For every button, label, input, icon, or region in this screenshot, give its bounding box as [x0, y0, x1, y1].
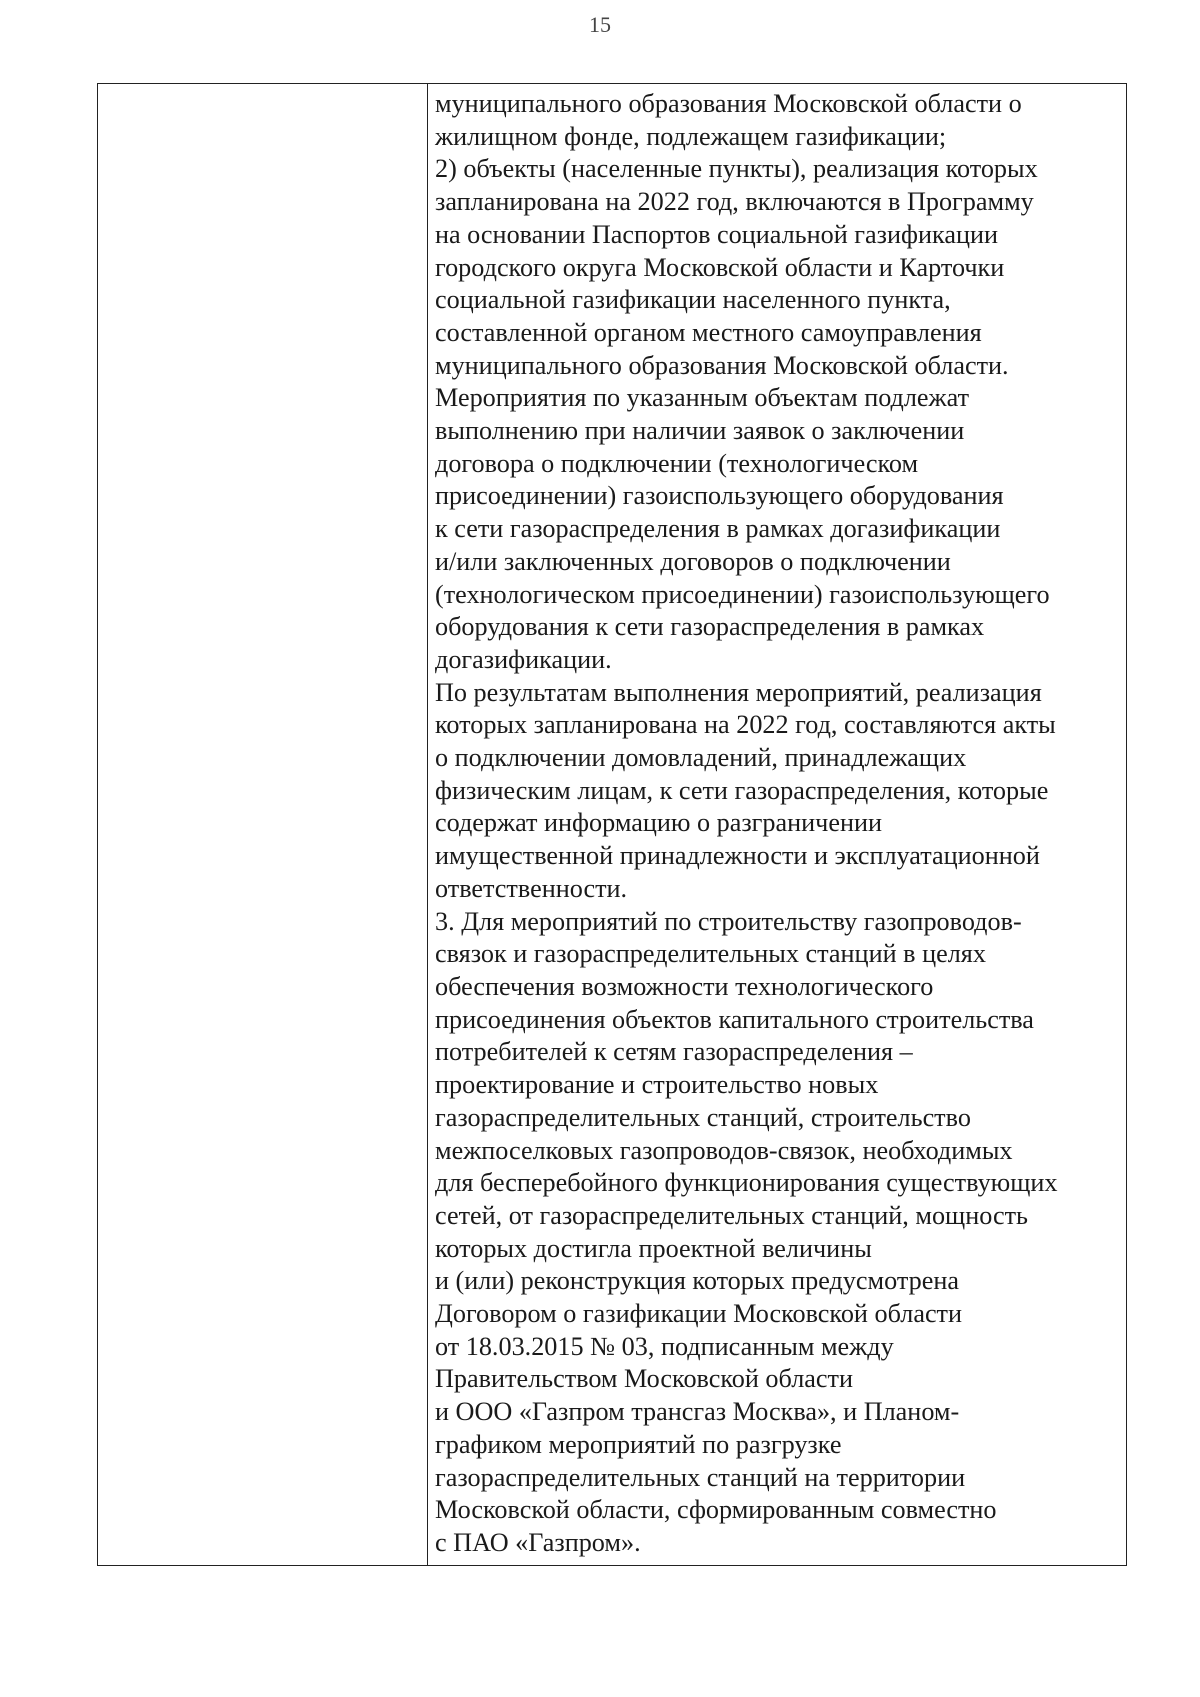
text-line: межпоселковых газопроводов-связок, необходимых: [435, 1135, 1013, 1165]
text-line: сетей, от газораспределительных станций, мощность: [435, 1200, 1028, 1230]
text-line: имущественной принадлежности и эксплуатационной: [435, 841, 1040, 871]
text-line: договора о подключении (технологическом: [435, 448, 919, 478]
text-line: от 18.03.2015 № 03, подписанным между: [435, 1331, 894, 1361]
text-line: По результатам выполнения мероприятий, реализация: [435, 677, 1042, 707]
text-line: содержат информацию о разграничении: [435, 808, 883, 838]
table-right-cell: [428, 84, 1126, 1565]
text-line: Договором о газификации Московской области: [435, 1299, 963, 1329]
text-line: оборудования к сети газораспределения в рамках: [435, 612, 985, 642]
text-line: ответственности.: [435, 873, 628, 903]
text-line: Правительством Московской области: [435, 1364, 853, 1394]
text-line: и ООО «Газпром трансгаз Москва», и Планом-: [435, 1397, 960, 1427]
text-line: догазификации.: [435, 644, 612, 674]
text-line: и/или заключенных договоров о подключении: [435, 546, 951, 576]
text-line: к сети газораспределения в рамках догазификации: [435, 514, 1001, 544]
text-line: запланирована на 2022 год, включаются в Программу: [435, 187, 1034, 217]
text-line: социальной газификации населенного пункта,: [435, 285, 951, 315]
text-line: Мероприятия по указанным объектам подлежат: [435, 383, 970, 413]
text-line: городского округа Московской области и Карточки: [435, 252, 1005, 282]
text-line: присоединении) газоиспользующего оборудования: [435, 481, 1004, 511]
text-line: графиком мероприятий по разгрузке: [435, 1429, 842, 1459]
text-line: 2) объекты (населенные пункты), реализация которых: [435, 154, 1038, 184]
text-line: присоединения объектов капитального строительства: [435, 1004, 1034, 1034]
text-line: 3. Для мероприятий по строительству газопроводов-: [435, 906, 1022, 936]
table-left-cell: [98, 84, 428, 1565]
text-line: и (или) реконструкция которых предусмотрена: [435, 1266, 959, 1296]
text-line: для бесперебойного функционирования существующих: [435, 1168, 1058, 1198]
text-line: составленной органом местного самоуправления: [435, 317, 982, 347]
page-number: 15: [589, 12, 611, 37]
text-line: обеспечения возможности технологического: [435, 971, 934, 1001]
text-line: потребителей к сетям газораспределения –: [435, 1037, 913, 1067]
text-line: которых достигла проектной величины: [435, 1233, 872, 1263]
text-line: проектирование и строительство новых: [435, 1070, 879, 1100]
text-line: газораспределительных станций, строительство: [435, 1102, 971, 1132]
text-line: на основании Паспортов социальной газификации: [435, 219, 998, 249]
text-line: (технологическом присоединении) газоиспользующего: [435, 579, 1050, 609]
text-line: с ПАО «Газпром».: [435, 1527, 641, 1557]
text-line: Московской области, сформированным совместно: [435, 1495, 997, 1525]
text-line: муниципального образования Московской области о: [435, 89, 1022, 118]
text-line: связок и газораспределительных станций в целях: [435, 939, 986, 969]
text-line: газораспределительных станций на территории: [435, 1462, 966, 1492]
text-line: которых запланирована на 2022 год, составляются акты: [435, 710, 1056, 740]
text-line: жилищном фонде, подлежащем газификации;: [435, 121, 947, 151]
document-table: [97, 83, 1127, 1566]
text-line: выполнению при наличии заявок о заключении: [435, 416, 965, 446]
text-line: муниципального образования Московской области.: [435, 350, 1009, 380]
text-line: физическим лицам, к сети газораспределения, которые: [435, 775, 1049, 805]
text-line: о подключении домовладений, принадлежащих: [435, 743, 967, 773]
